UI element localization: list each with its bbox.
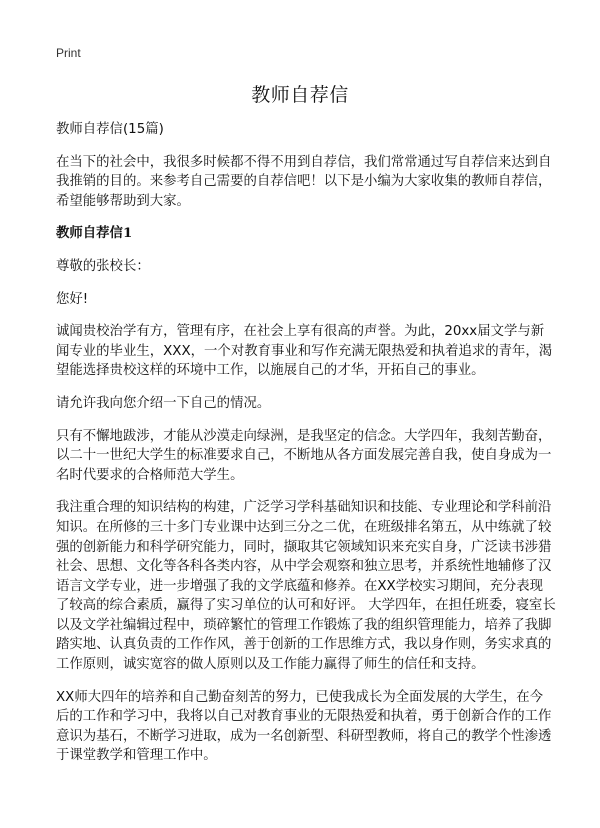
print-link[interactable]: Print bbox=[56, 46, 81, 60]
document-subtitle: 教师自荐信(15篇) bbox=[56, 122, 164, 137]
body-paragraph: 只有不懈地跋涉，才能从沙漠走向绿洲，是我坚定的信念。大学四年，我刻苦勤奋，以二十一世纪大学生的标准要求自己，不断地从各方面发展完善自我，使自身成为一名时代要求的合格师范大学生。 bbox=[56, 428, 552, 483]
body-paragraph: 我注重合理的知识结构的构建，广泛学习学科基础知识和技能、专业理论和学科前沿知识。在所修的三十多门专业课中达到三分之二优，在班级排名第五，从中练就了较强的创新能力和科学研究能力，同时，撷取其它领域知识来充实自身，广泛读书涉猎社会、思想、文化等各科各类内容，从中学会观察和独立思考，并系统性地辅修了汉语言文学专业，进一步增强了我的文学底蕴和修养。在XX学校实习期间，充分表现了较高的综合素质，赢得了实习单位的认可和好评。 大学四年，在担任班委，寝室长以及文学社编辑过程中，琐碎繁忙的管理工作锻炼了我的组织管理能力，培养了我脚踏实地、认真负责的工作作风，善于创新的工作思维方式，我以身作则，务实求真的工作原则，诚实宽容的做人原则以及工作能力赢得了师生的信任和支持。 bbox=[56, 500, 556, 673]
body-paragraph: XX师大四年的培养和自己勤奋刻苦的努力，已使我成长为全面发展的大学生，在今后的工作和学习中，我将以自己对教育事业的无限热爱和执着，勇于创新合作的工作意识为基石，不断学习进取，成为一名创新型、科研型教师，将自己的教学个性渗透于课堂教学和管理工作中。 bbox=[56, 689, 552, 764]
body-paragraph: 请允许我向您介绍一下自己的情况。 bbox=[56, 395, 271, 411]
greeting: 您好! bbox=[56, 291, 89, 307]
document-body bbox=[56, 120, 556, 779]
body-paragraph: 诚闻贵校治学有方，管理有序，在社会上享有很高的声誉。为此，20xx届文学与新闻专业的毕业生，XXX，一个对教育事业和写作充满无限热爱和执着追求的青年，渴望能选择贵校这样的环境中工作，以施展自己的才华，开拓自己的事业。 bbox=[56, 324, 553, 379]
salutation: 尊敬的张校长： bbox=[56, 258, 150, 274]
section-heading: 教师自荐信1 bbox=[56, 225, 133, 242]
page-title: 教师自荐信 bbox=[251, 84, 349, 106]
intro-paragraph: 在当下的社会中，我很多时候都不得不用到自荐信，我们常常通过写自荐信来达到自我推销的目的。来参考自己需要的自荐信吧！以下是小编为大家收集的教师自荐信，希望能够帮助到大家。 bbox=[56, 154, 552, 209]
